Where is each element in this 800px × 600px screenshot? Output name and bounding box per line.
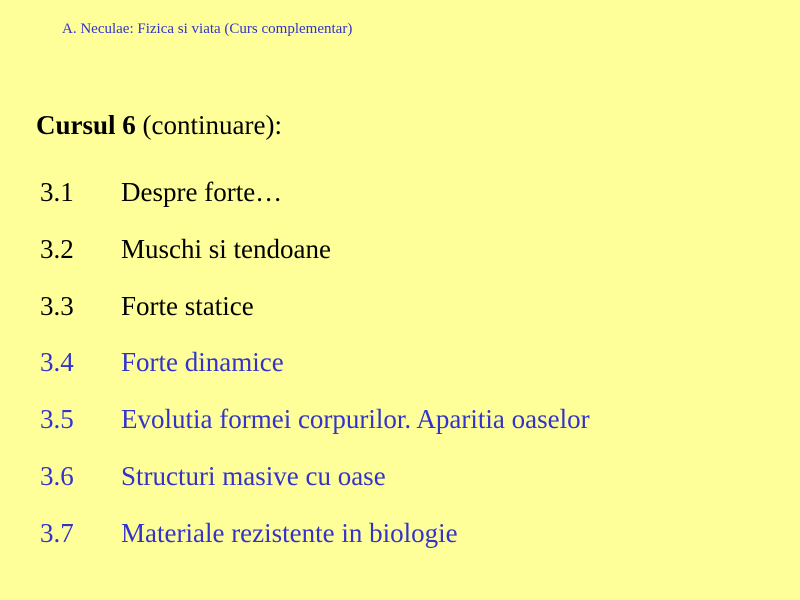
topic-list <box>40 172 590 570</box>
course-number: Cursul 6 <box>36 110 136 140</box>
title-suffix: (continuare): <box>135 110 282 140</box>
topic-item <box>40 172 590 229</box>
topic-item <box>40 399 590 456</box>
slide-title <box>36 110 282 141</box>
topic-number: 3.5 <box>40 404 74 435</box>
topic-item <box>40 229 590 286</box>
topic-number: 3.1 <box>40 177 74 207</box>
slide-header: A. Neculae: Fizica si viata (Curs complementar) <box>62 21 353 37</box>
topic-number: 3.3 <box>40 290 74 321</box>
topic-number: 3.7 <box>40 517 74 548</box>
topic-label: Materiale rezistente in biologie <box>121 517 458 548</box>
topic-label: Structuri masive cu oase <box>121 460 386 491</box>
topic-number: 3.6 <box>40 460 74 491</box>
topic-item <box>40 342 590 399</box>
topic-number: 3.4 <box>40 347 74 378</box>
topic-number: 3.2 <box>40 233 74 264</box>
topic-label: Forte statice <box>121 290 254 321</box>
topic-item <box>40 456 590 513</box>
topic-label: Evolutia formei corpurilor. Aparitia oaselor <box>121 404 590 435</box>
topic-label: Forte dinamice <box>121 347 284 378</box>
topic-label: Despre forte… <box>121 177 283 207</box>
topic-item <box>40 513 590 570</box>
topic-item <box>40 286 590 343</box>
topic-label: Muschi si tendoane <box>121 233 331 264</box>
